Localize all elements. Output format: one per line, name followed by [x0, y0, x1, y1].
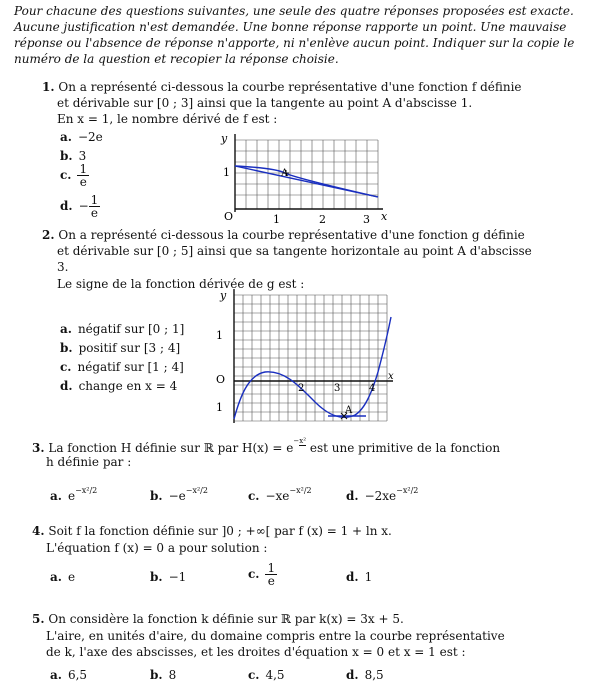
- q2-option-d[interactable]: d. change en x = 4: [60, 379, 178, 393]
- q3-option-c[interactable]: c. $-xe^{-x^2/2}$: [248, 486, 312, 503]
- q1-x-tick-2: 2: [319, 213, 326, 226]
- q2-text-1: [42, 227, 525, 243]
- q1-option-c[interactable]: c. $\frac{1}{e}$: [60, 162, 88, 189]
- q2-x-tick-3: 3: [334, 383, 341, 394]
- q2-option-b[interactable]: b. positif sur [3 ; 4]: [60, 341, 181, 355]
- q2-option-a[interactable]: a. négatif sur [0 ; 1]: [60, 322, 185, 336]
- q2-line-2: et dérivable sur [0 ; 5] ainsi que sa tangente horizontale au point A d'abscisse: [57, 244, 532, 258]
- q3-number: 3.: [32, 441, 45, 455]
- q2-y-tick-top: 1: [216, 329, 223, 342]
- q2-graph: [210, 287, 400, 427]
- q3-option-b[interactable]: b. $-e^{-x^2/2}$: [150, 486, 208, 503]
- q2-x-tick-4: 4: [369, 383, 376, 394]
- q1-text-1: [42, 79, 522, 95]
- q3-line-2: h définie par :: [46, 455, 132, 469]
- q2-point-a: A: [345, 405, 353, 416]
- q1-point-a: A: [281, 168, 289, 179]
- q4-option-c[interactable]: c. $\frac{1}{e}$: [248, 561, 276, 588]
- q1-x-tick-1: 1: [273, 213, 280, 226]
- q5-option-b[interactable]: b. 8: [150, 668, 177, 682]
- q2-origin: O: [216, 373, 226, 386]
- q4-option-b[interactable]: b. −1: [150, 570, 187, 584]
- q1-x-tick-3: 3: [363, 213, 370, 226]
- q3-line-1a: La fonction H définie sur ℝ par H(x) = e: [48, 441, 294, 455]
- q4-line-1: Soit f la fonction définie sur ]0 ; +∞[ par f (x) = 1 + ln x.: [48, 524, 392, 538]
- q5-number: 5.: [32, 612, 45, 626]
- q5-option-a[interactable]: a. 6,5: [50, 668, 88, 682]
- q2-y-label: y: [220, 289, 227, 302]
- q3-line-1b: est une primitive de la fonction: [309, 441, 501, 455]
- q4-text-1: [32, 523, 392, 539]
- q2-line-4: Le signe de la fonction dérivée de g est :: [57, 277, 305, 291]
- q5-text-1: [32, 611, 404, 627]
- q2-y-tick-bottom: 1: [216, 401, 223, 414]
- q1-line-2: et dérivable sur [0 ; 3] ainsi que la tangente au point A d'abscisse 1.: [57, 96, 473, 110]
- q2-x-label: x: [388, 371, 394, 382]
- q3-exponent: −x²: [293, 437, 307, 445]
- q1-option-b[interactable]: b. 3: [60, 149, 87, 163]
- q4-option-a[interactable]: a. e: [50, 570, 76, 584]
- q2-curve: [234, 317, 391, 419]
- q2-number: 2.: [42, 228, 55, 242]
- q5-line-1: On considère la fonction k définie sur ℝ par k(x) = 3x + 5.: [48, 612, 404, 626]
- q1-y-label: y: [221, 132, 228, 145]
- q4-option-d[interactable]: d. 1: [346, 570, 373, 584]
- q1-number: 1.: [42, 80, 55, 94]
- q4-number: 4.: [32, 524, 45, 538]
- q1-y-tick: 1: [223, 166, 230, 179]
- q3-option-d[interactable]: d. $-2xe^{-x^2/2}$: [346, 486, 419, 503]
- q1-line-1: On a représenté ci-dessous la courbe représentative d'une fonction f définie: [58, 80, 522, 94]
- q2-x-tick-2: 2: [298, 383, 305, 394]
- q5-line-2: L'aire, en unités d'aire, du domaine compris entre la courbe représentative: [46, 629, 505, 643]
- q5-option-c[interactable]: c. 4,5: [248, 668, 285, 682]
- q4-line-2: L'équation f (x) = 0 a pour solution :: [46, 541, 268, 555]
- q1-origin: O: [224, 210, 234, 223]
- q1-graph: [215, 130, 395, 226]
- q1-option-a[interactable]: a. −2e: [60, 130, 103, 144]
- q3-option-a[interactable]: a. $e^{-x^2/2}$: [50, 486, 98, 503]
- q2-line-3: 3.: [57, 260, 69, 274]
- q1-line-3: En x = 1, le nombre dérivé de f est :: [57, 112, 278, 126]
- q5-line-3: de k, l'axe des abscisses, et les droites d'équation x = 0 et x = 1 est :: [46, 645, 466, 659]
- instructions: Pour chacune des questions suivantes, une seule des quatre réponses proposées est exacte. Aucune justification n'est demandée. Une bonne réponse rapporte un point. Une mauvaise réponse ou l'absence de réponse n'apporte, ni n'enlève aucun point. Indiquer sur la copie le numéro de la question et recopier la réponse choisie.: [14, 4, 575, 66]
- q2-line-1: On a représenté ci-dessous la courbe représentative d'une fonction g définie: [58, 228, 525, 242]
- q1-option-d[interactable]: d. − $\frac{1}{e}$: [60, 193, 99, 220]
- q1-x-label: x: [381, 210, 388, 223]
- q5-option-d[interactable]: d. 8,5: [346, 668, 384, 682]
- q2-option-c[interactable]: c. négatif sur [1 ; 4]: [60, 360, 184, 374]
